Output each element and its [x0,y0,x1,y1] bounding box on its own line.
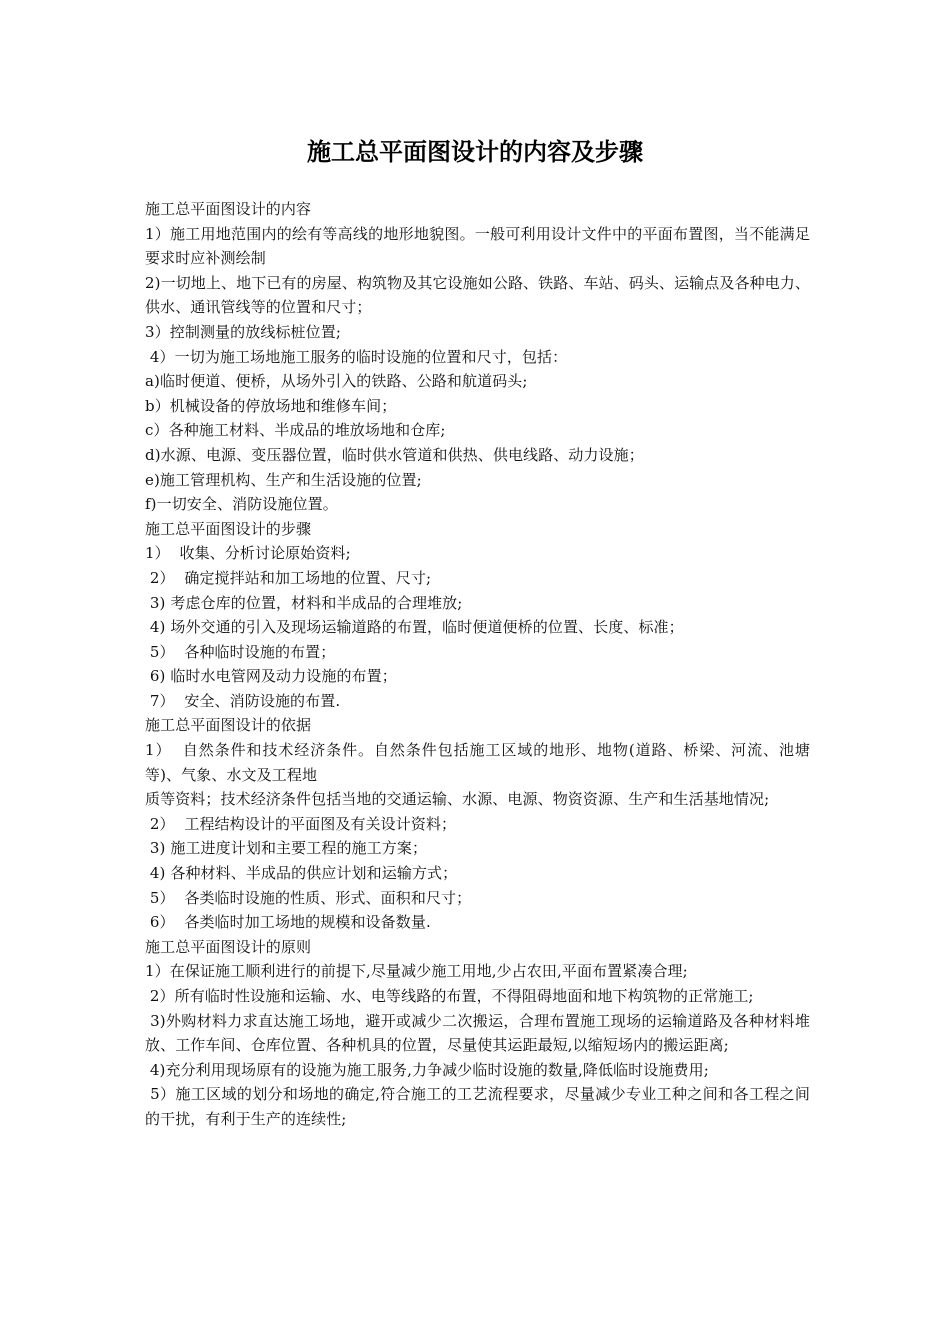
paragraph: b）机械设备的停放场地和维修车间； [145,396,397,415]
paragraph: 2)一切地上、地下已有的房屋、构筑物及其它设施如公路、铁路、车站、码头、运输点及各种电力、供水、通讯管线等的位置和尺寸； [145,273,810,317]
document-body [145,197,810,1132]
paragraph: 3) 施工进度计划和主要工程的施工方案； [145,839,428,858]
paragraph: 5）施工区域的划分和场地的确定,符合施工的工艺流程要求，尽量减少专业工种之间和各工程之间的干扰，有利于生产的连续性; [145,1085,811,1128]
paragraph: 3)外购材料力求直达施工场地，避开或减少二次搬运，合理布置施工现场的运输道路及各种材料堆放、工作车间、仓库位置、各种机具的位置，尽量使其运距最短,以缩短场内的搬运距离; [145,1011,810,1055]
paragraph: 2） 工程结构设计的平面图及有关设计资料； [145,814,457,833]
paragraph: e)施工管理机构、生产和生活设施的位置; [145,470,422,489]
paragraph: f)一切安全、消防设施位置。 [145,495,338,514]
paragraph: 质等资料；技术经济条件包括当地的交通运输、水源、电源、物资资源、生产和生活基地情况; [145,790,770,809]
paragraph: 4）一切为施工场地施工服务的临时设施的位置和尺寸，包括： [145,347,568,366]
paragraph: 5） 各类临时设施的性质、形式、面积和尺寸； [145,888,472,907]
paragraph: 施工总平面图设计的内容 [145,200,312,218]
paragraph: 4) 场外交通的引入及现场运输道路的布置，临时便道便桥的位置、长度、标准； [145,618,684,637]
paragraph: 1） 收集、分析讨论原始资料; [145,544,351,563]
paragraph: 2） 确定搅拌站和加工场地的位置、尺寸; [145,568,432,587]
paragraph: 4) 各种材料、半成品的供应计划和运输方式； [145,864,458,883]
paragraph: d)水源、电源、变压器位置，临时供水管道和供热、供电线路、动力设施； [145,445,644,464]
paragraph: 6） 各类临时加工场地的规模和设备数量. [145,913,431,932]
paragraph: 施工总平面图设计的原则 [145,937,312,956]
document-title: 施工总平面图设计的内容及步骤 [307,138,643,166]
paragraph: 5） 各种临时设施的布置； [145,642,336,661]
paragraph: 施工总平面图设计的步骤 [145,519,312,538]
paragraph: 2）所有临时性设施和运输、水、电等线路的布置，不得阻碍地面和地下构筑物的正常施工; [145,987,754,1005]
paragraph: 3）控制测量的放线标桩位置; [145,322,341,341]
paragraph: 施工总平面图设计的依据 [145,716,312,735]
paragraph: c）各种施工材料、半成品的堆放场地和仓库; [145,421,446,440]
paragraph: 1）在保证施工顺利进行的前提下,尽量减少施工用地,少占农田,平面布置紧凑合理; [145,962,688,981]
paragraph: 7） 安全、消防设施的布置. [145,691,341,710]
paragraph: 1） 自然条件和技术经济条件。自然条件包括施工区域的地形、地物(道路、桥梁、河流、池塘等)、气象、水文及工程地 [145,741,810,784]
paragraph: 4)充分利用现场原有的设施为施工服务,力争减少临时设施的数量,降低临时设施费用; [145,1060,709,1079]
paragraph: a)临时便道、便桥，从场外引入的铁路、公路和航道码头; [145,372,528,391]
paragraph: 1）施工用地范围内的绘有等高线的地形地貌图。一般可利用设计文件中的平面布置图，当不能满足要求时应补测绘制 [145,224,810,268]
paragraph: 3) 考虑仓库的位置，材料和半成品的合理堆放; [145,593,463,612]
paragraph: 6) 临时水电管网及动力设施的布置； [145,667,397,686]
